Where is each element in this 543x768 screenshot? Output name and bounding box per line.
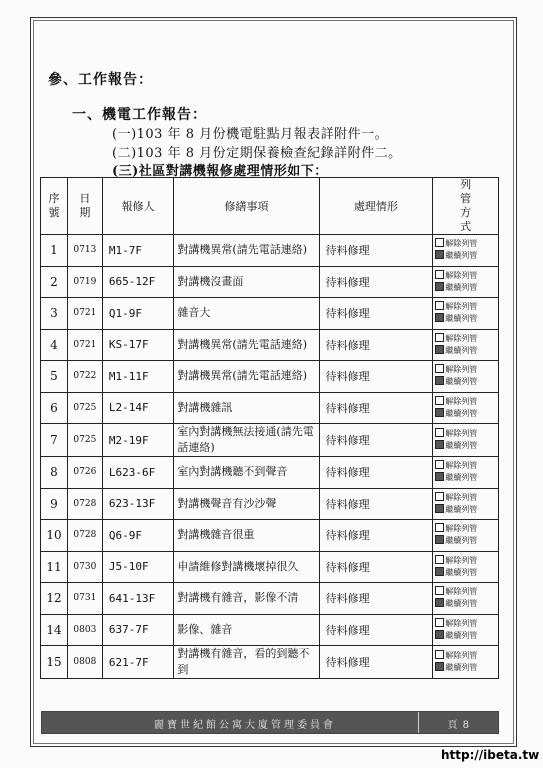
continue-listing-checkbox (435, 567, 444, 576)
listing-option-label: 繼續列管 (445, 536, 478, 546)
row-listing (433, 361, 499, 393)
remove-listing-checkbox (435, 492, 444, 501)
table-row (41, 646, 499, 679)
header-status: 處理情形 (319, 178, 433, 235)
listing-option-label: 繼續列管 (445, 251, 478, 261)
row-date: 0725 (67, 392, 102, 424)
remove-listing-checkbox (435, 523, 444, 532)
continue-listing-checkbox (435, 250, 444, 259)
row-item: 影像、雜音 (174, 614, 319, 646)
listing-option-remove (435, 270, 495, 282)
listing-option-remove (435, 555, 495, 567)
listing-option-label: 解除列管 (445, 270, 478, 280)
row-status: 待料修理 (319, 520, 433, 552)
continue-listing-checkbox (435, 504, 444, 513)
row-reporter: Q1-9F (102, 298, 174, 330)
row-item: 對講機雜訊 (174, 392, 319, 424)
row-date: 0728 (67, 488, 102, 520)
item-2: (二)103 年 8 月份定期保養檢查紀錄詳附件二。 (112, 146, 402, 161)
remove-listing-checkbox (435, 460, 444, 469)
row-listing (433, 457, 499, 489)
continue-listing-checkbox (435, 345, 444, 354)
listing-option-continue (435, 598, 495, 610)
listing-option-remove (435, 396, 495, 408)
header-no: 序 號 (41, 178, 68, 235)
listing-option-remove (435, 301, 495, 313)
row-status: 待料修理 (319, 235, 433, 267)
row-reporter: 621-7F (102, 646, 174, 679)
listing-option-label: 繼續列管 (445, 408, 478, 418)
page-number: 頁 8 (447, 720, 470, 731)
table-row (41, 551, 499, 583)
row-item: 室內對講機無法接通(請先電話連絡) (174, 424, 319, 457)
continue-listing-checkbox (435, 662, 444, 671)
listing-option-continue (435, 345, 495, 357)
row-date: 0726 (67, 457, 102, 489)
table-row (41, 424, 499, 457)
row-listing (433, 298, 499, 330)
listing-option-label: 解除列管 (445, 587, 478, 597)
listing-option-continue (435, 504, 495, 516)
listing-option-remove (435, 618, 495, 630)
item-1: (一)103 年 8 月份機電駐點月報表詳附件一。 (112, 127, 389, 142)
repair-table (40, 177, 499, 679)
remove-listing-checkbox (435, 555, 444, 564)
continue-listing-checkbox (435, 472, 444, 481)
row-reporter: M1-7F (102, 235, 174, 267)
listing-option-remove (435, 428, 495, 440)
row-date: 0713 (67, 235, 102, 267)
footer-page-cell (418, 712, 498, 733)
continue-listing-checkbox (435, 313, 444, 322)
row-reporter: 623-13F (102, 488, 174, 520)
continue-listing-checkbox (435, 630, 444, 639)
row-no: 2 (41, 266, 68, 298)
row-item: 對講機有雜音，影像不清 (174, 583, 319, 615)
table-row (41, 488, 499, 520)
row-status: 待料修理 (319, 424, 433, 457)
continue-listing-checkbox (435, 282, 444, 291)
row-status: 待料修理 (319, 583, 433, 615)
remove-listing-checkbox (435, 301, 444, 310)
listing-option-remove (435, 650, 495, 662)
section-title: 參、工作報告： (48, 72, 153, 88)
listing-option-continue (435, 567, 495, 579)
row-item: 室內對講機聽不到聲音 (174, 457, 319, 489)
listing-option-label: 解除列管 (445, 618, 478, 628)
row-date: 0721 (67, 329, 102, 361)
row-status: 待料修理 (319, 551, 433, 583)
remove-listing-checkbox (435, 428, 444, 437)
listing-option-remove (435, 586, 495, 598)
row-no: 5 (41, 361, 68, 393)
listing-option-label: 解除列管 (445, 302, 478, 312)
listing-option-label: 繼續列管 (445, 663, 478, 672)
listing-option-label: 解除列管 (445, 429, 478, 438)
listing-option-label: 解除列管 (445, 461, 478, 471)
table-row (41, 298, 499, 330)
row-listing (433, 520, 499, 552)
row-no: 9 (41, 488, 68, 520)
table-row (41, 520, 499, 552)
row-date: 0721 (67, 298, 102, 330)
listing-option-remove (435, 364, 495, 376)
listing-option-label: 解除列管 (445, 365, 478, 375)
table-header-row (41, 178, 499, 235)
listing-option-label: 繼續列管 (445, 473, 478, 483)
row-no: 4 (41, 329, 68, 361)
row-no: 11 (41, 551, 68, 583)
listing-option-label: 解除列管 (445, 524, 478, 534)
row-listing (433, 551, 499, 583)
row-reporter: KS-17F (102, 329, 174, 361)
item-3: (三)社區對講機報修處理情形如下： (112, 164, 328, 179)
listing-option-label: 繼續列管 (445, 504, 478, 514)
listing-option-label: 解除列管 (445, 239, 478, 249)
remove-listing-checkbox (435, 650, 444, 659)
row-status: 待料修理 (319, 614, 433, 646)
listing-option-label: 解除列管 (445, 333, 478, 343)
header-date: 日 期 (67, 178, 102, 235)
row-item: 對講機有雜音，看的到聽不到 (174, 646, 319, 679)
listing-option-continue (435, 250, 495, 262)
table-row (41, 266, 499, 298)
table-row (41, 583, 499, 615)
row-no: 6 (41, 392, 68, 424)
row-listing (433, 392, 499, 424)
remove-listing-checkbox (435, 270, 444, 279)
row-item: 對講機沒畫面 (174, 266, 319, 298)
row-listing (433, 266, 499, 298)
row-item: 對講機異常(請先電話連絡) (174, 361, 319, 393)
listing-option-label: 繼續列管 (445, 345, 478, 355)
row-item: 對講機異常(請先電話連絡) (174, 235, 319, 267)
header-listing: 列 管 方 式 (433, 178, 499, 235)
row-date: 0731 (67, 583, 102, 615)
listing-option-label: 繼續列管 (445, 441, 478, 450)
row-date: 0728 (67, 520, 102, 552)
row-reporter: 665-12F (102, 266, 174, 298)
remove-listing-checkbox (435, 238, 444, 247)
row-listing (433, 646, 499, 679)
row-no: 12 (41, 583, 68, 615)
row-item: 申請維修對講機壞掉很久 (174, 551, 319, 583)
listing-option-label: 繼續列管 (445, 567, 478, 577)
listing-option-continue (435, 440, 495, 452)
table-row (41, 457, 499, 489)
listing-option-continue (435, 313, 495, 325)
listing-option-label: 解除列管 (445, 396, 478, 406)
listing-option-label: 繼續列管 (445, 282, 478, 292)
listing-option-label: 繼續列管 (445, 630, 478, 640)
row-status: 待料修理 (319, 488, 433, 520)
listing-option-label: 繼續列管 (445, 599, 478, 609)
listing-option-remove (435, 523, 495, 535)
continue-listing-checkbox (435, 408, 444, 417)
row-no: 7 (41, 424, 68, 457)
row-no: 3 (41, 298, 68, 330)
row-reporter: J5-10F (102, 551, 174, 583)
listing-option-remove (435, 492, 495, 504)
row-status: 待料修理 (319, 646, 433, 679)
header-reporter: 報修人 (102, 178, 174, 235)
continue-listing-checkbox (435, 376, 444, 385)
continue-listing-checkbox (435, 535, 444, 544)
row-listing (433, 329, 499, 361)
row-status: 待料修理 (319, 457, 433, 489)
row-item: 對講機異常(請先電話連絡) (174, 329, 319, 361)
row-date: 0719 (67, 266, 102, 298)
row-listing (433, 488, 499, 520)
row-status: 待料修理 (319, 329, 433, 361)
row-status: 待料修理 (319, 392, 433, 424)
row-reporter: Q6-9F (102, 520, 174, 552)
row-status: 待料修理 (319, 361, 433, 393)
row-date: 0725 (67, 424, 102, 457)
row-listing (433, 583, 499, 615)
row-no: 8 (41, 457, 68, 489)
subsection-title: 一、機電工作報告： (72, 107, 207, 123)
row-date: 0730 (67, 551, 102, 583)
row-item: 對講機雜音很重 (174, 520, 319, 552)
listing-option-continue (435, 376, 495, 388)
table-row (41, 361, 499, 393)
row-status: 待料修理 (319, 266, 433, 298)
table-row (41, 235, 499, 267)
listing-option-continue (435, 408, 495, 420)
remove-listing-checkbox (435, 364, 444, 373)
continue-listing-checkbox (435, 440, 444, 449)
table-row (41, 614, 499, 646)
header-item: 修繕事項 (174, 178, 319, 235)
row-date: 0722 (67, 361, 102, 393)
row-listing (433, 614, 499, 646)
listing-option-remove (435, 333, 495, 345)
row-item: 對講機聲音有沙沙聲 (174, 488, 319, 520)
listing-option-remove (435, 238, 495, 250)
remove-listing-checkbox (435, 586, 444, 595)
listing-option-continue (435, 535, 495, 547)
row-reporter: 641-13F (102, 583, 174, 615)
row-reporter: M1-11F (102, 361, 174, 393)
row-reporter: 637-7F (102, 614, 174, 646)
row-no: 1 (41, 235, 68, 267)
row-item: 雜音大 (174, 298, 319, 330)
continue-listing-checkbox (435, 598, 444, 607)
listing-option-continue (435, 630, 495, 642)
row-reporter: L623-6F (102, 457, 174, 489)
row-no: 15 (41, 646, 68, 679)
listing-option-remove (435, 460, 495, 472)
listing-option-label: 解除列管 (445, 492, 478, 502)
row-date: 0808 (67, 646, 102, 679)
row-no: 14 (41, 614, 68, 646)
row-reporter: M2-19F (102, 424, 174, 457)
listing-option-label: 繼續列管 (445, 377, 478, 387)
table-row (41, 392, 499, 424)
remove-listing-checkbox (435, 333, 444, 342)
listing-option-label: 繼續列管 (445, 314, 478, 324)
row-status: 待料修理 (319, 298, 433, 330)
row-reporter: L2-14F (102, 392, 174, 424)
row-no: 10 (41, 520, 68, 552)
row-listing (433, 424, 499, 457)
listing-option-continue (435, 282, 495, 294)
row-date: 0803 (67, 614, 102, 646)
listing-option-continue (435, 662, 495, 674)
table-row (41, 329, 499, 361)
remove-listing-checkbox (435, 618, 444, 627)
remove-listing-checkbox (435, 396, 444, 405)
listing-option-label: 解除列管 (445, 651, 478, 660)
listing-option-continue (435, 472, 495, 484)
listing-option-label: 解除列管 (445, 555, 478, 565)
page-footer (41, 711, 499, 734)
footer-org: 麗寶世紀館公寓大廈管理委員會 (154, 720, 336, 731)
watermark: http://ibeta.tw (441, 748, 540, 762)
row-listing (433, 235, 499, 267)
